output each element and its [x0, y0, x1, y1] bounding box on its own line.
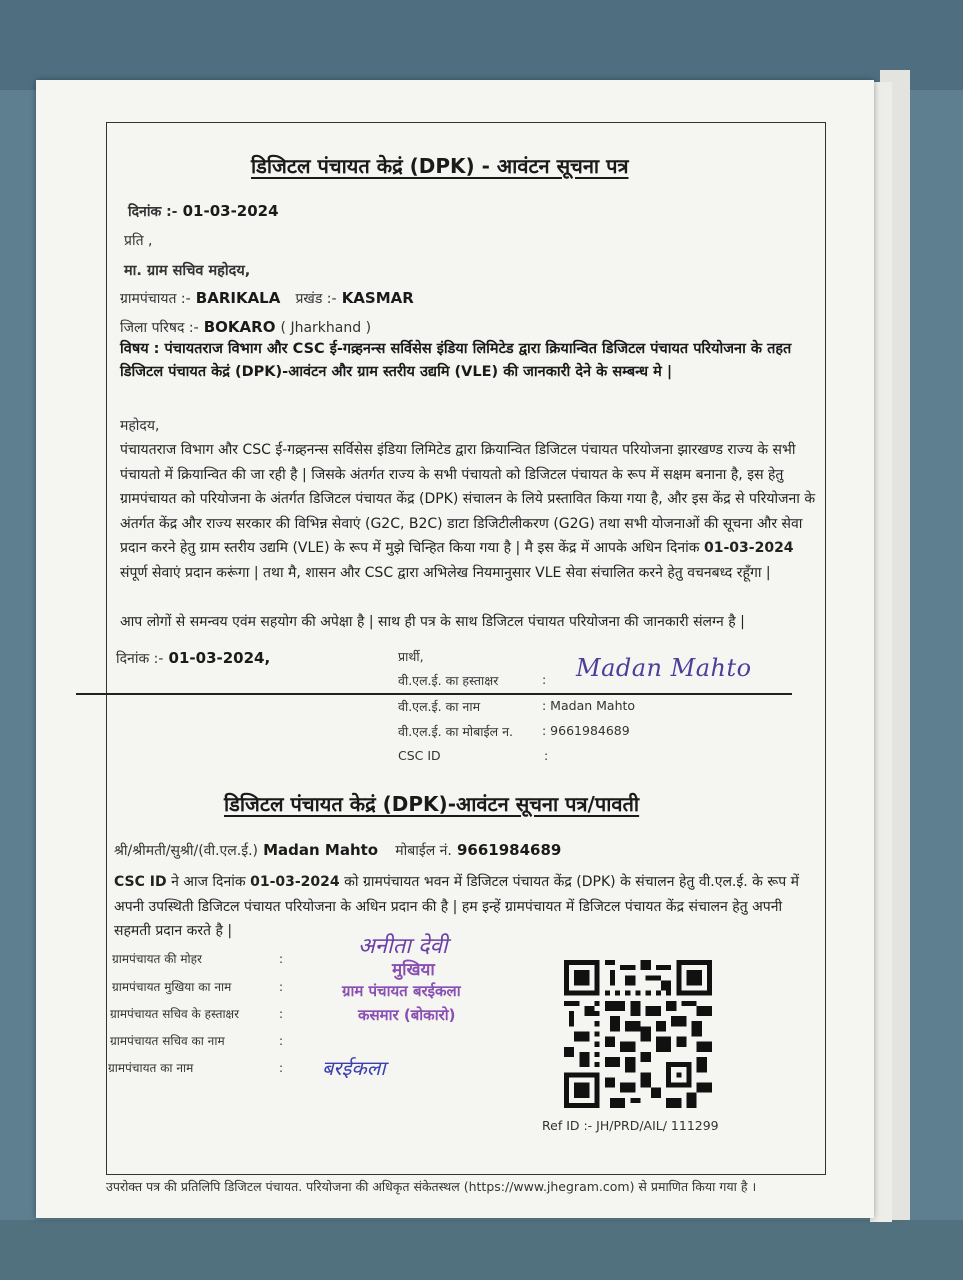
- sign-date-value: 01-03-2024,: [168, 649, 271, 667]
- qr-code: [564, 960, 712, 1108]
- date-label: दिनांक :-: [128, 204, 178, 220]
- field-label-seal: ग्रामपंचायत की मोहर: [112, 952, 202, 966]
- vle-sign-label: वी.एल.ई. का हस्ताक्षर: [398, 673, 499, 688]
- block-value: KASMAR: [341, 289, 414, 307]
- to-line: प्रति ,: [124, 233, 153, 249]
- field-colon-secretary-name: :: [279, 1034, 284, 1048]
- vle-mobile-value: : 9661984689: [542, 723, 630, 738]
- applicant-label: प्रार्थी,: [398, 649, 424, 664]
- receipt-mobile-label: मोबाईल नं.: [395, 843, 452, 859]
- document-page: [36, 80, 874, 1218]
- block-label: प्रखंड :-: [295, 291, 337, 307]
- salutation: महोदय,: [120, 418, 160, 434]
- gram-label: ग्रामपंचायत :-: [120, 291, 191, 307]
- gram-panchayat-line: [120, 288, 414, 308]
- district-line: [120, 317, 371, 337]
- field-colon-mukhiya-name: :: [279, 980, 284, 994]
- field-colon-secretary-sign: :: [279, 1007, 284, 1021]
- mukhiya-signature: अनीता देवी: [358, 934, 448, 959]
- gram-name-handwritten: बरईकला: [322, 1056, 386, 1080]
- field-label-secretary-sign: ग्रामपंचायत सचिव के हस्ताक्षर: [110, 1007, 240, 1021]
- qr-code-graphic: [564, 960, 712, 1108]
- field-colon-gram-name: :: [279, 1061, 284, 1075]
- vle-name-label: वी.एल.ई. का नाम: [398, 699, 481, 714]
- sign-date-label: दिनांक :-: [116, 651, 164, 667]
- vle-sign-colon: :: [542, 672, 547, 687]
- field-label-gram-name: ग्रामपंचायत का नाम: [108, 1061, 194, 1075]
- addressee: मा. ग्राम सचिव महोदय,: [124, 263, 251, 279]
- receipt-csc-label: CSC ID: [114, 874, 167, 890]
- sign-date: [116, 648, 270, 668]
- receipt-person-line: [114, 840, 561, 860]
- field-label-mukhiya-name: ग्रामपंचायत मुखिया का नाम: [112, 980, 232, 994]
- body-tail: संपूर्ण सेवाएं प्रदान करूंगा | तथा मै, शासन और CSC द्वारा अभिलेख नियमानुसार VLE सेवा संचालित करने हेतु वचनबध्द रहूँगा |: [120, 564, 771, 581]
- closing-text: आप लोगों से समन्वय एवंम सहयोग की अपेक्षा है | साथ ही पत्र के साथ डिजिटल पंचायत परियोजना की जानकारी संलग्न है |: [120, 614, 745, 630]
- state-value: ( Jharkhand ): [280, 320, 372, 336]
- district-label: जिला परिषद :-: [120, 320, 199, 336]
- receipt-mobile-value: 9661984689: [456, 841, 562, 859]
- gram-value: BARIKALA: [195, 289, 281, 307]
- vle-signature: Madan Mahto: [576, 654, 752, 682]
- receipt-date: 01-03-2024: [250, 874, 340, 890]
- body-date: 01-03-2024: [704, 540, 794, 556]
- ref-id: Ref ID :- JH/PRD/AIL/ 111299: [542, 1118, 719, 1133]
- receipt-text2: को ग्रामपंचायत भवन में डिजिटल पंचायत केंद्र (DPK) के संचालन हेतु वी.एल.ई. के रूप में अपनी उपस्थिती डिजिटल पंचायत परियोजना के अधिन प्रदान की है | हम इन्हें ग्रामपंचायत में डिजिटल पंचायत केंद्र संचालन हेतु अपनी सहमती प्रदान करते है |: [114, 874, 800, 939]
- body-text: पंचायतराज विभाग और CSC ई-गव्र्हनन्स सर्विसेस इंडिया लिमिटेड द्वारा क्रियान्वित डिजिटल पंचायत परियोजना झारखण्ड राज्य के सभी पंचायतो में क्रियान्वित की जा रही है | जिसके अंतर्गत राज्य के सभी पंचायतो को डिजिटल पंचायत के रूप में सक्षम बनाना है, इस हेतु ग्रामपंचायत को परियोजना के अंतर्गत डिजिटल पंचायत केंद्र (DPK) संचालन के लिये प्रस्तावित किया गया है, और इस केंद्र से परियोजना के अंतर्गत केंद्र और राज्य सरकार की विभिन्न सेवाएं (G2C, B2C) डाटा डिजिटीलीकरण (G2G) तथा सभी योजनाओं की सूचना और सेवा प्रदान करने हेतु ग्राम स्तरीय उद्यमि (VLE) के रूप में मुझे चिन्हित किया गया है | मै इस केंद्र में आपके अधिन दिनांक: [120, 442, 816, 556]
- csc-id-value: :: [544, 748, 549, 763]
- stamp-gram-panchayat: ग्राम पंचायत बरईकला: [342, 982, 461, 1000]
- section-divider: [76, 693, 792, 695]
- notice-title: डिजिटल पंचायत केद्रं (DPK) - आवंटन सूचना पत्र: [251, 154, 629, 178]
- date-value: 01-03-2024: [182, 202, 279, 220]
- subject: विषय : पंचायतराज विभाग और CSC ई-गव्र्हनन्स सर्विसेस इंडिया लिमिटेड द्वारा क्रियान्वित डिजिटल पंचायत परियोजना के तहत डिजिटल पंचायत केद्रं (DPK)-आवंटन और ग्राम स्तरीय उद्यमि (VLE) की जानकारी देने के सम्बन्ध मे |: [120, 341, 792, 380]
- person-name: Madan Mahto: [263, 841, 379, 859]
- district-value: BOKARO: [203, 318, 276, 336]
- csc-id-label: CSC ID: [398, 748, 441, 763]
- notice-body: [120, 438, 825, 585]
- stamp-mukhiya: मुखिया: [392, 960, 435, 980]
- field-colon-seal: :: [279, 952, 284, 966]
- receipt-title: डिजिटल पंचायत केद्रं (DPK)-आवंटन सूचना पत्र/पावती: [224, 792, 640, 816]
- field-label-secretary-name: ग्रामपंचायत सचिव का नाम: [110, 1034, 225, 1048]
- footer-note: उपरोक्त पत्र की प्रतिलिपि डिजिटल पंचायत. परियोजना की अधिकृत संकेतस्थल (https://www.jhegram.com) से प्रमाणित किया गया है ।: [106, 1179, 757, 1194]
- receipt-text1: ने आज दिनांक: [171, 874, 246, 890]
- background-bottom: [0, 1220, 963, 1280]
- stamp-kasmar: कसमार (बोकारो): [358, 1006, 456, 1024]
- vle-name-value: : Madan Mahto: [542, 698, 636, 713]
- receipt-text: [114, 870, 822, 944]
- vle-mobile-label: वी.एल.ई. का मोबाईल न.: [398, 724, 514, 739]
- notice-date: [128, 201, 279, 221]
- person-label: श्री/श्रीमती/सुश्री/(वी.एल.ई.): [114, 843, 258, 859]
- background-top: [0, 0, 963, 90]
